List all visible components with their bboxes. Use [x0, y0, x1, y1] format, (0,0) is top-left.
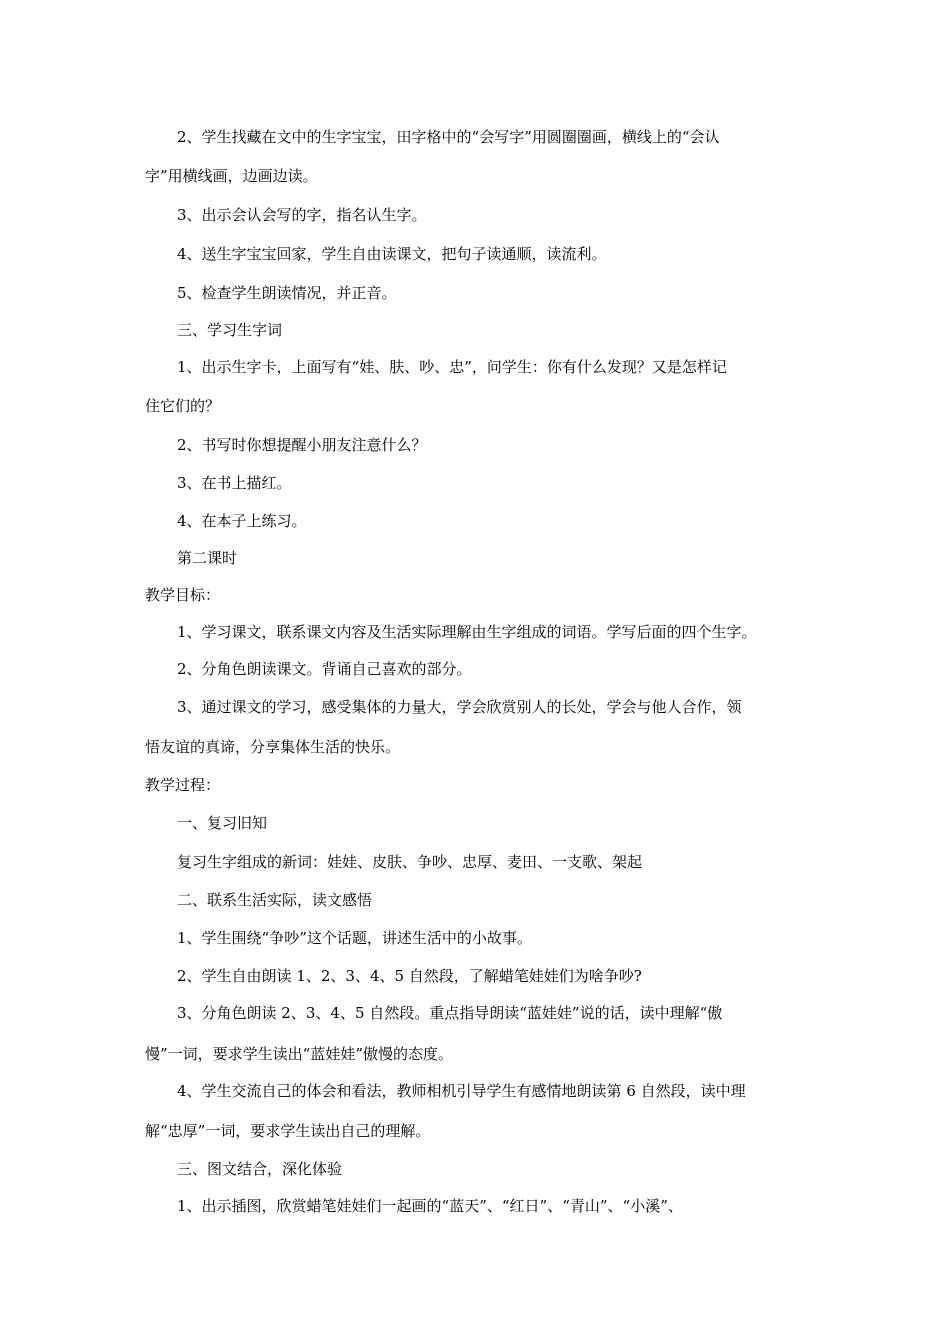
paragraph-line: 复习生字组成的新词：娃娃、皮肤、争吵、忠厚、麦田、一支歌、架起: [177, 853, 643, 871]
paragraph-line: 2、分角色朗读课文。背诵自己喜欢的部分。: [177, 660, 472, 678]
paragraph-line: 1、出示生字卡，上面写有“娃、肤、吵、忠”，问学生：你有什么发现？又是怎样记: [177, 358, 727, 376]
paragraph-line: 3、在书上描红。: [177, 474, 292, 492]
paragraph-line: 住它们的？: [145, 397, 221, 415]
paragraph-line: 1、出示插图，欣赏蜡笔娃娃们一起画的“蓝天”、“红日”、“青山”、“小溪”、: [177, 1197, 683, 1215]
section-heading: 三、图文结合，深化体验: [177, 1160, 343, 1178]
section-heading: 第二课时: [177, 549, 238, 567]
section-heading: 教学目标：: [145, 586, 221, 604]
paragraph-line: 2、书写时你想提醒小朋友注意什么？: [177, 436, 427, 454]
paragraph-line: 1、学生围绕“争吵”这个话题，讲述生活中的小故事。: [177, 929, 532, 947]
paragraph-line: 慢”一词，要求学生读出“蓝娃娃”傲慢的态度。: [145, 1045, 454, 1063]
section-heading: 三、学习生字词: [177, 321, 283, 339]
paragraph-line: 4、在本子上练习。: [177, 512, 307, 530]
paragraph-line: 悟友谊的真谛，分享集体生活的快乐。: [145, 738, 401, 756]
paragraph-line: 2、学生自由朗读 1、2、3、4、5 自然段，了解蜡笔娃娃们为啥争吵?: [177, 967, 642, 985]
paragraph-line: 1、学习课文，联系课文内容及生活实际理解由生字组成的词语。学写后面的四个生字。: [177, 623, 757, 641]
paragraph-line: 2、学生找藏在文中的生字宝宝，田字格中的“会写字”用圆圈圈画，横线上的“会认: [177, 128, 720, 146]
section-heading: 一、复习旧知: [177, 814, 268, 832]
paragraph-line: 3、分角色朗读 2、3、4、5 自然段。重点指导朗读“蓝娃娃”说的话，读中理解“傲: [177, 1004, 723, 1022]
paragraph-line: 5、检查学生朗读情况，并正音。: [177, 284, 397, 302]
paragraph-line: 3、通过课文的学习，感受集体的力量大，学会欣赏别人的长处，学会与他人合作，领: [177, 698, 742, 716]
paragraph-line: 4、学生交流自己的体会和看法，教师相机引导学生有感情地朗读第 6 自然段，读中理: [177, 1082, 746, 1100]
paragraph-line: 3、出示会认会写的字，指名认生字。: [177, 206, 427, 224]
paragraph-line: 字”用横线画，边画边读。: [145, 167, 318, 185]
paragraph-line: 解“忠厚”一词，要求学生读出自己的理解。: [145, 1122, 431, 1140]
section-heading: 教学过程：: [145, 776, 221, 794]
paragraph-line: 4、送生字宝宝回家，学生自由读课文，把句子读通顺，读流利。: [177, 245, 607, 263]
section-heading: 二、联系生活实际，读文感悟: [177, 891, 373, 909]
